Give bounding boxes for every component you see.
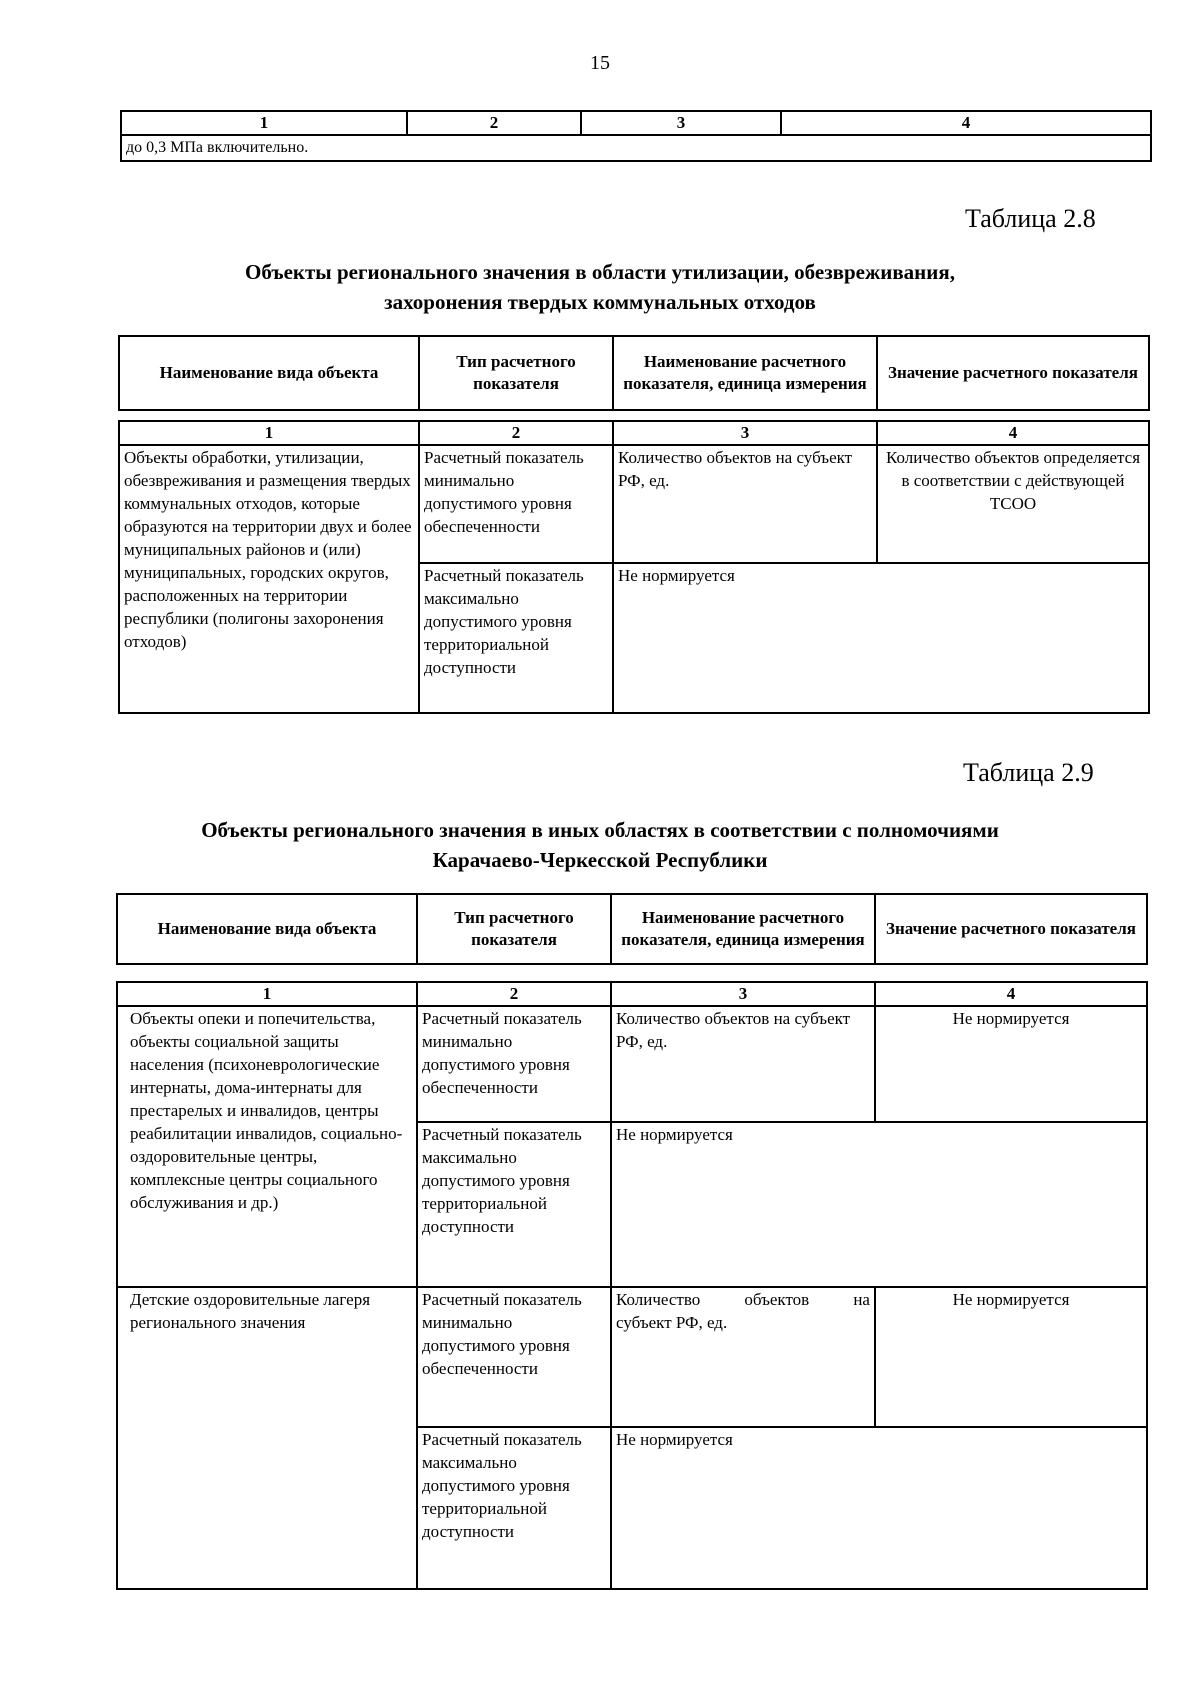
column-header: Наименование вида объекта (119, 336, 419, 410)
indicator-type-cell: Расчетный показатель минимально допустимого уровня обеспеченности (417, 1287, 611, 1427)
column-header: Тип расчетного показателя (417, 894, 611, 964)
column-header: Наименование вида объекта (117, 894, 417, 964)
indicator-value-cell: Не нормируется (875, 1006, 1147, 1122)
table-caption: Таблица 2.9 (963, 758, 1094, 787)
indicator-name-word: объектов (744, 1290, 810, 1309)
column-header: Наименование расчетного показателя, единица измерения (611, 894, 875, 964)
table-row (117, 1287, 1147, 1427)
column-number: 1 (119, 421, 419, 445)
data-table (116, 981, 1148, 1590)
object-name-cell: Детские оздоровительные лагеря регионального значения (117, 1287, 417, 1589)
indicator-name-cell: Не нормируется (611, 1427, 1147, 1589)
column-number: 3 (581, 111, 781, 135)
continuation-table (120, 110, 1152, 162)
table-row (121, 135, 1151, 161)
column-number-row (121, 111, 1151, 135)
column-header: Значение расчетного показателя (875, 894, 1147, 964)
indicator-type-cell: Расчетный показатель максимально допустимого уровня территориальной доступности (419, 563, 613, 713)
column-header: Значение расчетного показателя (877, 336, 1149, 410)
column-header: Тип расчетного показателя (419, 336, 613, 410)
column-number: 2 (417, 982, 611, 1006)
table-row (119, 445, 1149, 563)
table-title: захоронения твердых коммунальных отходов (384, 290, 816, 314)
indicator-name-cell: Количество объектов на субъект РФ, ед. (613, 445, 877, 563)
table-title: Объекты регионального значения в области утилизации, обезвреживания, (245, 260, 955, 284)
indicator-name-rest: субъект РФ, ед. (616, 1313, 728, 1332)
indicator-type-cell: Расчетный показатель минимально допустимого уровня обеспеченности (419, 445, 613, 563)
indicator-name-cell: Не нормируется (611, 1122, 1147, 1287)
column-number: 4 (877, 421, 1149, 445)
indicator-type-cell: Расчетный показатель максимально допустимого уровня территориальной доступности (417, 1122, 611, 1287)
page-number: 15 (590, 52, 610, 74)
table-header (116, 893, 1148, 965)
indicator-type-cell: Расчетный показатель минимально допустимого уровня обеспеченности (417, 1006, 611, 1122)
indicator-value-cell: Количество объектов определяется в соответствии с действующей ТСОО (877, 445, 1149, 563)
column-number: 3 (613, 421, 877, 445)
indicator-name-cell (611, 1287, 875, 1427)
indicator-name-word: на (853, 1290, 870, 1309)
data-table (118, 420, 1150, 714)
column-number: 4 (781, 111, 1151, 135)
object-name-cell: Объекты обработки, утилизации, обезвреживания и размещения твердых коммунальных отходов, которые образуются на территории двух и более муниципальных районов и (или) муниципальных, городских округов, расположенных на территории республики (полигоны захоронения отходов) (119, 445, 419, 713)
column-number: 4 (875, 982, 1147, 1006)
table-row (117, 1006, 1147, 1122)
column-number: 1 (121, 111, 407, 135)
indicator-name-cell: Количество объектов на субъект РФ, ед. (611, 1006, 875, 1122)
column-number: 2 (419, 421, 613, 445)
column-number-row (119, 421, 1149, 445)
object-name-cell: Объекты опеки и попечительства, объекты социальной защиты населения (психоневрологические интернаты, дома-интернаты для престарелых и инвалидов, центры реабилитации инвалидов, социально-оздоровительные центры, комплексные центры социального обслуживания и др.) (117, 1006, 417, 1287)
column-header: Наименование расчетного показателя, единица измерения (613, 336, 877, 410)
continuation-text: до 0,3 МПа включительно. (121, 135, 1151, 161)
table-header (118, 335, 1150, 411)
table-caption: Таблица 2.8 (965, 204, 1096, 233)
indicator-value-cell: Не нормируется (875, 1287, 1147, 1427)
indicator-name-cell: Не нормируется (613, 563, 1149, 713)
column-number-row (117, 982, 1147, 1006)
column-number: 3 (611, 982, 875, 1006)
indicator-type-cell: Расчетный показатель максимально допустимого уровня территориальной доступности (417, 1427, 611, 1589)
column-number: 2 (407, 111, 581, 135)
indicator-name-first-line (616, 1288, 870, 1311)
table-title: Объекты регионального значения в иных областях в соответствии с полномочиями (201, 818, 999, 842)
indicator-name-word: Количество (616, 1290, 701, 1309)
table-title: Карачаево-Черкесской Республики (432, 848, 768, 872)
column-number: 1 (117, 982, 417, 1006)
